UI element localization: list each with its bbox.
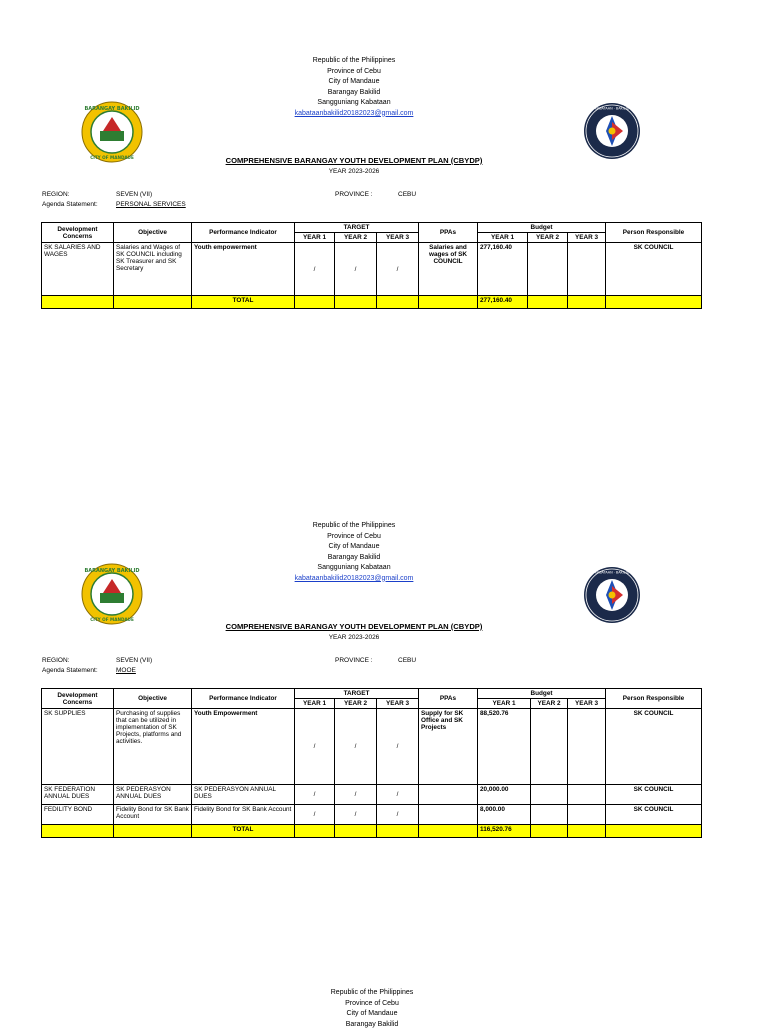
cell-target-year3: / (377, 243, 419, 296)
cell-person: SK COUNCIL (606, 785, 702, 805)
cbydp-table (41, 688, 702, 838)
header-line: City of Mandaue (234, 542, 474, 553)
total-value: 116,520.76 (478, 825, 531, 838)
region-value: SEVEN (VII) (116, 657, 152, 664)
cell-concern: SK SALARIES AND WAGES (42, 243, 114, 296)
header-line: City of Mandaue (234, 77, 474, 88)
col-person-responsible: Person Responsible (606, 689, 702, 709)
col-target-year2: YEAR 2 (335, 233, 377, 243)
header-line: Barangay Bakilid (234, 553, 474, 564)
svg-text:SANGGUNIANG KABATAAN · BAKILID: SANGGUNIANG KABATAAN · BAKILID MANDAUE CITY (568, 571, 657, 575)
col-budget-year2: YEAR 2 (528, 233, 568, 243)
cell-objective: Fidelity Bond for SK Bank Account (114, 805, 192, 825)
col-budget-year2: YEAR 2 (531, 699, 568, 709)
barangay-seal-logo (81, 101, 143, 163)
cell-target-year3: / (377, 785, 419, 805)
cell-target-year1: / (295, 785, 335, 805)
province-value: CEBU (398, 191, 416, 198)
col-objective: Objective (114, 689, 192, 709)
cell-target-year2: / (335, 785, 377, 805)
header-line: Province of Cebu (234, 67, 474, 78)
cell-budget-year3 (568, 709, 606, 785)
table-row (42, 805, 702, 825)
agenda-value: PERSONAL SERVICES (116, 201, 186, 208)
col-budget-year1: YEAR 1 (478, 233, 528, 243)
header-line: Republic of the Philippines (234, 56, 474, 67)
header-line: Barangay Bakilid (252, 1020, 492, 1030)
svg-text:CITY OF MANDAUE: CITY OF MANDAUE (90, 155, 134, 160)
cell-indicator: Youth Empowerment (192, 709, 295, 785)
col-target-year1: YEAR 1 (295, 699, 335, 709)
province-label: PROVINCE : (335, 657, 373, 664)
header-line: City of Mandaue (252, 1009, 492, 1020)
email-link[interactable]: kabataanbakilid20182023@gmail.com (234, 109, 474, 120)
cell-budget-year3 (568, 785, 606, 805)
barangay-seal-logo (81, 563, 143, 625)
header-line: Province of Cebu (252, 999, 492, 1010)
total-row (42, 825, 702, 838)
region-value: SEVEN (VII) (116, 191, 152, 198)
svg-text:BARANGAY BAKILID: BARANGAY BAKILID (84, 568, 139, 574)
cell-person: SK COUNCIL (606, 709, 702, 785)
col-budget-year1: YEAR 1 (478, 699, 531, 709)
cell-concern: SK SUPPLIES (42, 709, 114, 785)
col-target-year3: YEAR 3 (377, 233, 419, 243)
cell-ppas (419, 805, 478, 825)
header-line: Republic of the Philippines (234, 521, 474, 532)
col-development-concerns: Development Concerns (42, 689, 114, 709)
col-target-year3: YEAR 3 (377, 699, 419, 709)
cell-budget-year1: 277,160.40 (478, 243, 528, 296)
col-budget-year3: YEAR 3 (568, 699, 606, 709)
document-year: YEAR 2023-2026 (140, 168, 568, 175)
header-line: Barangay Bakilid (234, 88, 474, 99)
cell-concern: FEDILITY BOND (42, 805, 114, 825)
cell-budget-year2 (531, 709, 568, 785)
header-line: Sangguniang Kabataan (234, 563, 474, 574)
total-label: TOTAL (192, 825, 295, 838)
col-budget: Budget (478, 223, 606, 233)
cell-indicator: Fidelity Bond for SK Bank Account (192, 805, 295, 825)
document-title: COMPREHENSIVE BARANGAY YOUTH DEVELOPMENT PLAN (CBYDP) (140, 156, 568, 165)
cell-objective: Salaries and Wages of SK COUNCIL including SK Treasurer and SK Secretary (114, 243, 192, 296)
cell-target-year2: / (335, 805, 377, 825)
cbydp-table (41, 222, 702, 309)
cell-budget-year3 (568, 243, 606, 296)
cell-budget-year2 (531, 805, 568, 825)
table-row (42, 785, 702, 805)
svg-text:SANGGUNIANG KABATAAN · BAKILID: SANGGUNIANG KABATAAN · BAKILID MANDAUE CITY (568, 107, 657, 111)
cell-budget-year2 (531, 785, 568, 805)
cell-target-year2: / (335, 243, 377, 296)
col-performance-indicator: Performance Indicator (192, 689, 295, 709)
cell-target-year2: / (335, 709, 377, 785)
table-row (42, 243, 702, 296)
letterhead (234, 56, 474, 119)
col-target: TARGET (295, 223, 419, 233)
cell-budget-year1: 88,520.76 (478, 709, 531, 785)
svg-text:BARANGAY BAKILID: BARANGAY BAKILID (84, 106, 139, 112)
agenda-value: MOOE (116, 667, 136, 674)
total-row (42, 296, 702, 309)
cell-person: SK COUNCIL (606, 805, 702, 825)
col-target-year2: YEAR 2 (335, 699, 377, 709)
cell-target-year3: / (377, 805, 419, 825)
sangguniang-kabataan-logo (583, 102, 641, 160)
cell-target-year1: / (295, 805, 335, 825)
agenda-label: Agenda Statement: (42, 201, 98, 208)
col-ppas: PPAs (419, 223, 478, 243)
total-value: 277,160.40 (478, 296, 528, 309)
cell-budget-year1: 8,000.00 (478, 805, 531, 825)
header-line: Republic of the Philippines (252, 988, 492, 999)
cell-target-year1: / (295, 243, 335, 296)
province-label: PROVINCE : (335, 191, 373, 198)
header-line: Sangguniang Kabataan (234, 98, 474, 109)
province-value: CEBU (398, 657, 416, 664)
letterhead (252, 988, 492, 1030)
cell-objective: Purchasing of supplies that can be utilized in implementation of SK Projects, platforms and activities. (114, 709, 192, 785)
cell-indicator: Youth empowerment (192, 243, 295, 296)
cell-budget-year2 (528, 243, 568, 296)
col-development-concerns: Development Concerns (42, 223, 114, 243)
cell-objective: SK PEDERASYON ANNUAL DUES (114, 785, 192, 805)
document-title: COMPREHENSIVE BARANGAY YOUTH DEVELOPMENT PLAN (CBYDP) (140, 622, 568, 631)
email-link[interactable]: kabataanbakilid20182023@gmail.com (234, 574, 474, 585)
cell-ppas (419, 785, 478, 805)
cell-indicator: SK PEDERASYON ANNUAL DUES (192, 785, 295, 805)
region-label: REGION: (42, 191, 69, 198)
cell-ppas: Supply for SK Office and SK Projects (419, 709, 478, 785)
cell-budget-year1: 20,000.00 (478, 785, 531, 805)
cell-budget-year3 (568, 805, 606, 825)
cell-ppas: Salaries and wages of SK COUNCIL (419, 243, 478, 296)
col-ppas: PPAs (419, 689, 478, 709)
col-person-responsible: Person Responsible (606, 223, 702, 243)
cell-person: SK COUNCIL (606, 243, 702, 296)
col-performance-indicator: Performance Indicator (192, 223, 295, 243)
cell-concern: SK FEDERATION ANNUAL DUES (42, 785, 114, 805)
col-budget: Budget (478, 689, 606, 699)
header-line: Province of Cebu (234, 532, 474, 543)
region-label: REGION: (42, 657, 69, 664)
document-year: YEAR 2023-2026 (140, 634, 568, 641)
col-target: TARGET (295, 689, 419, 699)
svg-text:CITY OF MANDAUE: CITY OF MANDAUE (90, 617, 134, 622)
sangguniang-kabataan-logo (583, 566, 641, 624)
table-row (42, 709, 702, 785)
total-label: TOTAL (192, 296, 295, 309)
letterhead (234, 521, 474, 584)
col-objective: Objective (114, 223, 192, 243)
agenda-label: Agenda Statement: (42, 667, 98, 674)
col-target-year1: YEAR 1 (295, 233, 335, 243)
cell-target-year3: / (377, 709, 419, 785)
cell-target-year1: / (295, 709, 335, 785)
col-budget-year3: YEAR 3 (568, 233, 606, 243)
